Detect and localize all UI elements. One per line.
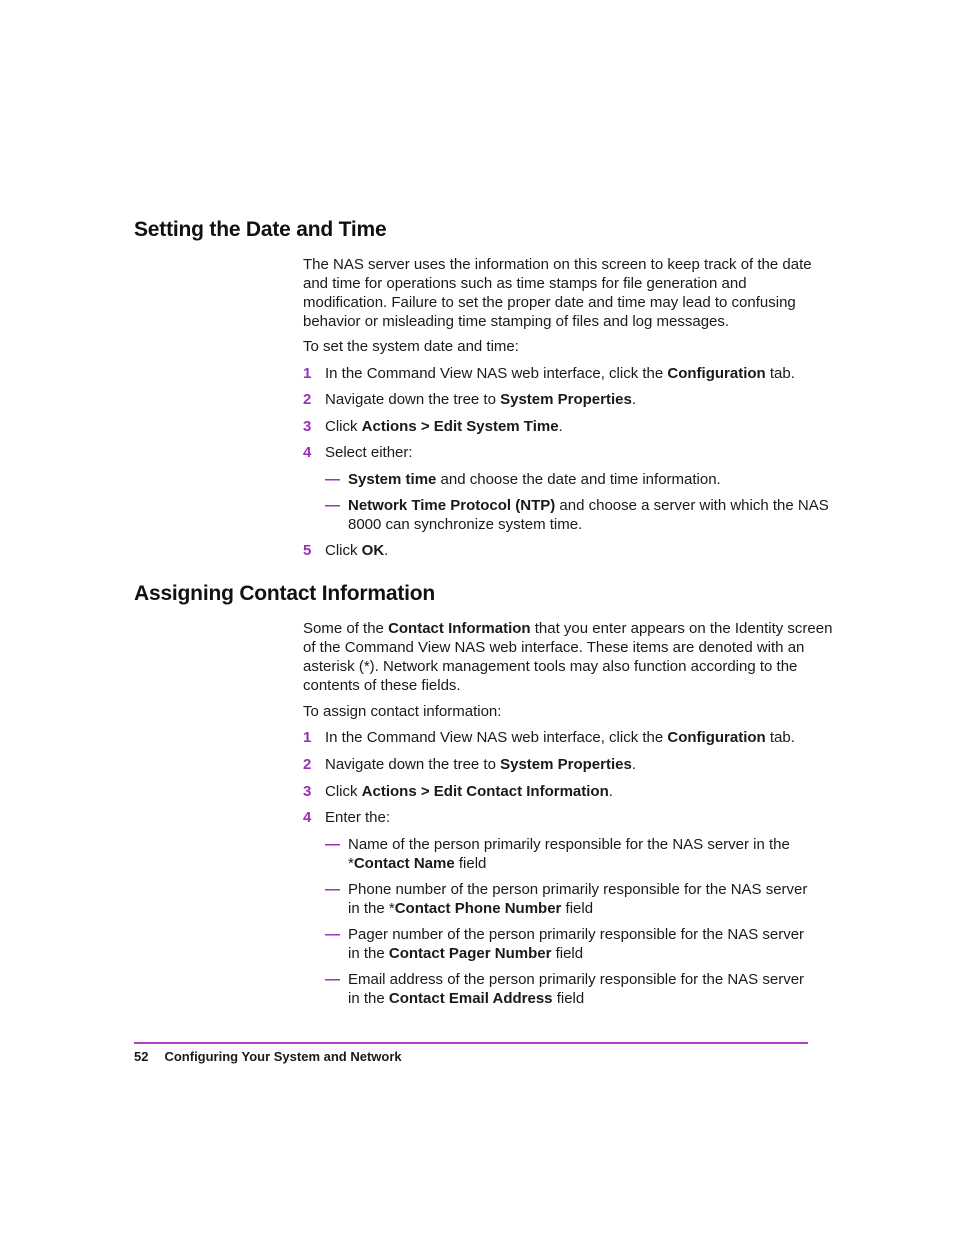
step-text: .	[384, 542, 389, 559]
page-footer	[134, 1049, 402, 1064]
dash-bullet: —	[325, 971, 340, 988]
step-text: .	[631, 756, 637, 773]
dash-bullet: —	[325, 881, 340, 898]
section-heading-contact-info: Assigning Contact Information	[134, 582, 436, 605]
step-text: Select either:	[325, 444, 413, 461]
intro-line: contents of these fields.	[303, 677, 461, 694]
step-text: Enter the:	[325, 809, 391, 826]
step-number: 2	[303, 756, 312, 773]
sub-text: and choose a server with which the NAS	[555, 497, 829, 514]
ui-term: Configuration	[667, 365, 766, 382]
step-text: .	[558, 418, 563, 435]
sub-text: Pager number of the person primarily responsible for the NAS server	[348, 926, 805, 943]
ui-term: System time	[348, 471, 437, 488]
dash-bullet: —	[325, 471, 340, 488]
step-text: Click	[325, 783, 362, 800]
ui-term: Configuration	[667, 729, 766, 746]
contact-intro	[303, 619, 833, 695]
date-time-lead: To set the system date and time:	[303, 338, 519, 355]
sub-text: Email address of the person primarily responsible for the NAS server	[348, 971, 805, 988]
contact-lead: To assign contact information:	[303, 703, 502, 720]
sub-text: Name of the person primarily responsible for the NAS server in the	[348, 836, 790, 853]
ui-term: OK	[361, 542, 385, 559]
step-number: 1	[303, 365, 312, 382]
ui-term: Network Time Protocol (NTP)	[348, 497, 556, 514]
intro-line: modification. Failure to set the proper date and time may lead to confusing	[303, 294, 796, 311]
step-text: tab.	[765, 729, 795, 746]
date-time-intro	[303, 255, 812, 331]
footer-divider	[134, 1042, 808, 1044]
step-text: .	[631, 391, 637, 408]
step-text: .	[608, 783, 613, 800]
step-text: Click	[325, 542, 362, 559]
sub-text: Phone number of the person primarily responsible for the NAS server	[348, 881, 808, 898]
step-text: Navigate down the tree to	[325, 391, 501, 408]
step-text: In the Command View NAS web interface, click the	[325, 729, 668, 746]
intro-line: of the Command View NAS web interface. These items are denoted with an	[303, 639, 805, 656]
step-text: Click	[325, 418, 362, 435]
page-number: 52	[134, 1049, 149, 1064]
step-text: tab.	[765, 365, 795, 382]
section-heading-date-time: Setting the Date and Time	[134, 218, 387, 241]
step-number: 1	[303, 729, 312, 746]
ui-term: Contact Pager Number	[388, 945, 552, 962]
step-number: 2	[303, 391, 312, 408]
ui-term: Contact Name	[353, 855, 455, 872]
step-number: 5	[303, 542, 312, 559]
step-number: 4	[303, 809, 312, 826]
intro-line: behavior or misleading time stamping of files and log messages.	[303, 313, 730, 330]
ui-term: System Properties	[500, 391, 632, 408]
ui-term: Actions > Edit Contact Information	[361, 783, 609, 800]
ui-term: Actions > Edit System Time	[361, 418, 559, 435]
sub-text: and choose the date and time information.	[436, 471, 721, 488]
intro-line: Some of the Contact Information that you enter appears on the Identity screen	[303, 620, 833, 637]
step-number: 3	[303, 418, 312, 435]
dash-bullet: —	[325, 497, 340, 514]
dash-bullet: —	[325, 836, 340, 853]
step-number: 3	[303, 783, 312, 800]
step-text: In the Command View NAS web interface, click the	[325, 365, 668, 382]
intro-line: asterisk (*). Network management tools may also function according to the	[303, 658, 798, 675]
ui-term: Contact Email Address	[388, 990, 553, 1007]
ui-term: System Properties	[500, 756, 632, 773]
intro-line: The NAS server uses the information on this screen to keep track of the date	[303, 256, 812, 273]
chapter-title: Configuring Your System and Network	[164, 1049, 402, 1064]
sub-text: 8000 can synchronize system time.	[348, 516, 583, 533]
ui-term: Contact Phone Number	[394, 900, 562, 917]
dash-bullet: —	[325, 926, 340, 943]
ui-term: Contact Information	[388, 620, 531, 637]
step-number: 4	[303, 444, 312, 461]
intro-line: and time for operations such as time stamps for file generation and	[303, 275, 747, 292]
step-text: Navigate down the tree to	[325, 756, 501, 773]
